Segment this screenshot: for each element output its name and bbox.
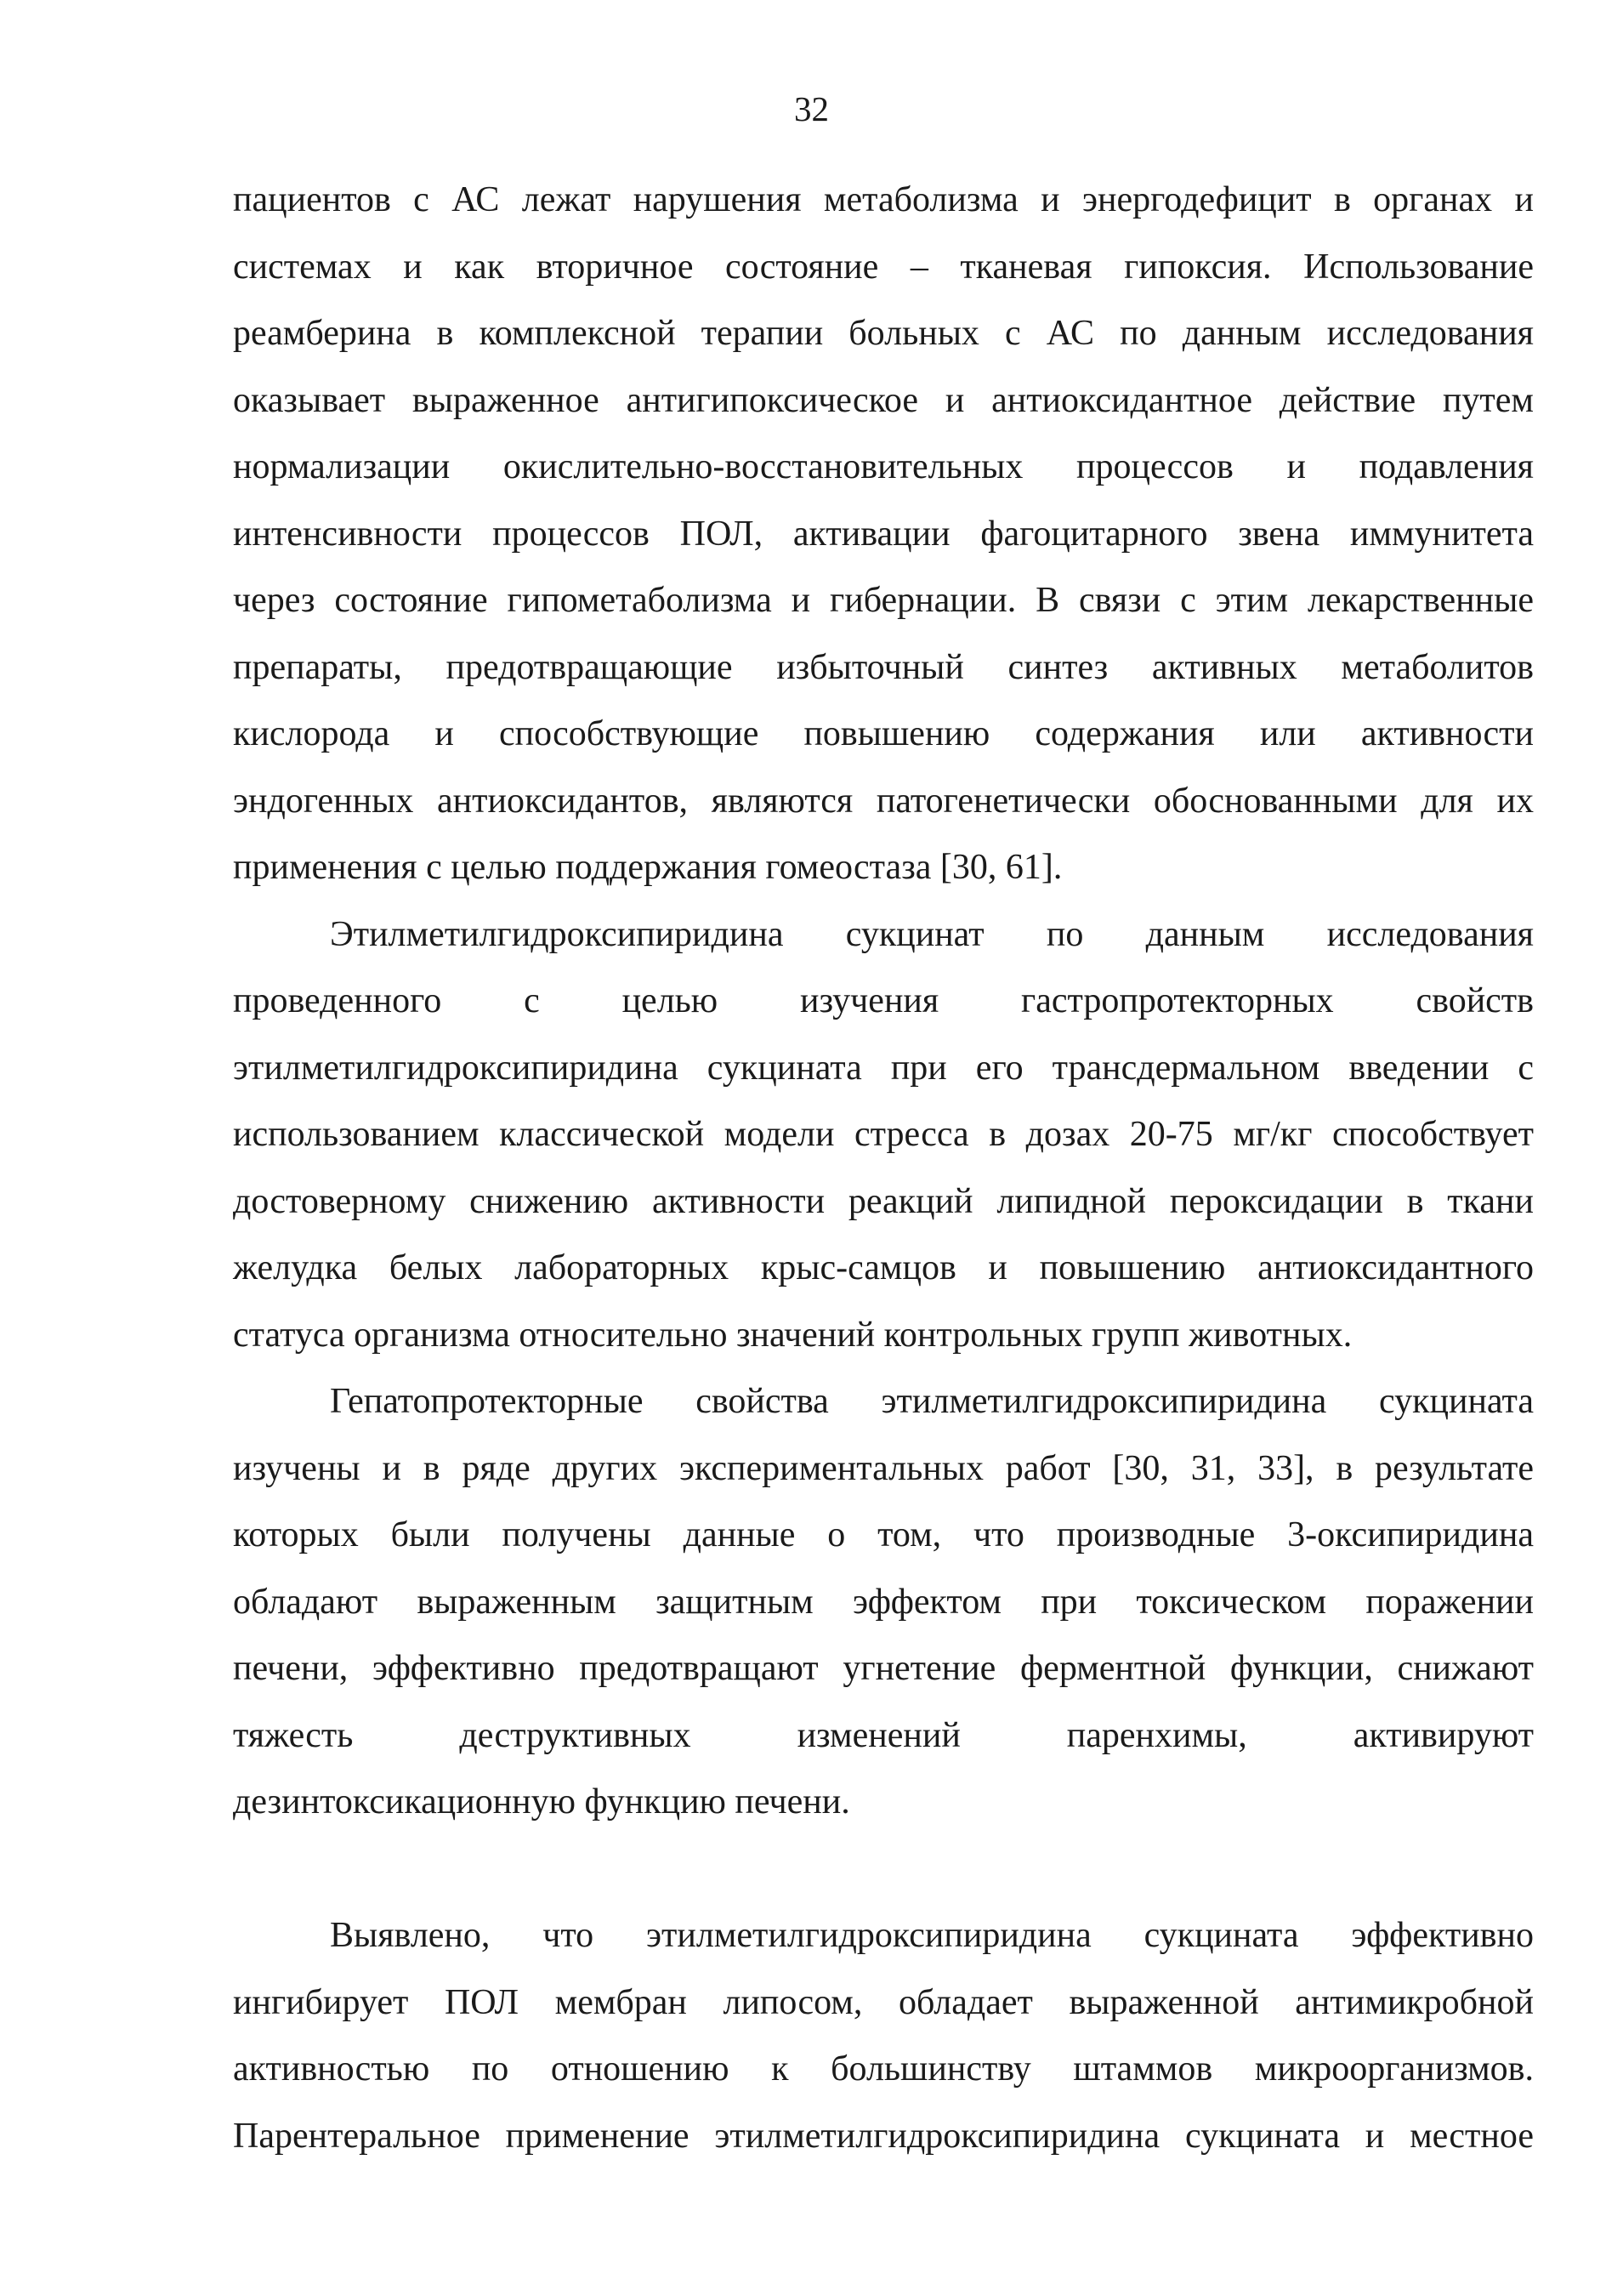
text-line: нормализации окислительно-восстановительных процессов и подавления [233, 447, 1534, 486]
text-line: ингибирует ПОЛ мембран липосом, обладает выраженной антимикробной [233, 1982, 1534, 2022]
text-line: дезинтоксикационную функцию печени. [233, 1782, 850, 1821]
text-line: эндогенных антиоксидантов, являются патогенетически обоснованными для их [233, 781, 1534, 821]
paragraph [233, 1902, 1534, 2169]
document-body [233, 167, 1534, 2169]
text-line: Этилметилгидроксипиридина сукцинат по данным исследования [330, 914, 1534, 954]
text-line: активностью по отношению к большинству штаммов микроорганизмов. [233, 2049, 1534, 2089]
text-line: достоверному снижению активности реакций липидной пероксидации в ткани [233, 1181, 1534, 1221]
text-line: Выявлено, что этилметилгидроксипиридина сукцината эффективно [330, 1916, 1534, 1955]
text-line: обладают выраженным защитным эффектом при токсическом поражении [233, 1582, 1534, 1622]
text-line: изучены и в ряде других экспериментальных работ [30, 31, 33], в результате [233, 1448, 1534, 1488]
text-line: проведенного с целью изучения гастропротекторных свойств [233, 981, 1534, 1020]
text-line: интенсивности процессов ПОЛ, активации фагоцитарного звена иммунитета [233, 514, 1534, 554]
text-line: Парентеральное применение этилметилгидроксипиридина сукцината и местное [233, 2116, 1534, 2156]
text-line: Гепатопротекторные свойства этилметилгидроксипиридина сукцината [330, 1382, 1534, 1421]
text-line: оказывает выраженное антигипоксическое и антиоксидантное действие путем [233, 380, 1534, 420]
paragraph-spacer [233, 1836, 1534, 1903]
text-line: через состояние гипометаболизма и гибернации. В связи с этим лекарственные [233, 581, 1534, 620]
paragraph [233, 167, 1534, 901]
text-line: препараты, предотвращающие избыточный синтез активных метаболитов [233, 647, 1534, 687]
text-line: которых были получены данные о том, что производные 3-оксипиридина [233, 1515, 1534, 1554]
page-number: 32 [794, 89, 829, 128]
text-line: печени, эффективно предотвращают угнетение ферментной функции, снижают [233, 1649, 1534, 1688]
paragraph [233, 901, 1534, 1369]
text-line: системах и как вторичное состояние – тканевая гипоксия. Использование [233, 247, 1534, 287]
text-line: реамберина в комплексной терапии больных с АС по данным исследования [233, 314, 1534, 353]
text-line: статуса организма относительно значений контрольных групп животных. [233, 1315, 1353, 1355]
text-line: кислорода и способствующие повышению содержания или активности [233, 714, 1534, 753]
text-line: пациентов с АС лежат нарушения метаболизма и энергодефицит в органах и [233, 180, 1534, 219]
text-line: применения с целью поддержания гомеостаза [30, 61]. [233, 848, 1063, 887]
text-line: тяжесть деструктивных изменений паренхимы, активируют [233, 1715, 1534, 1755]
paragraph [233, 1368, 1534, 1836]
text-line: использованием классической модели стресса в дозах 20-75 мг/кг способствует [233, 1115, 1534, 1154]
text-line: этилметилгидроксипиридина сукцината при его трансдермальном введении с [233, 1048, 1534, 1088]
text-line: желудка белых лабораторных крыс-самцов и повышению антиоксидантного [233, 1248, 1534, 1287]
